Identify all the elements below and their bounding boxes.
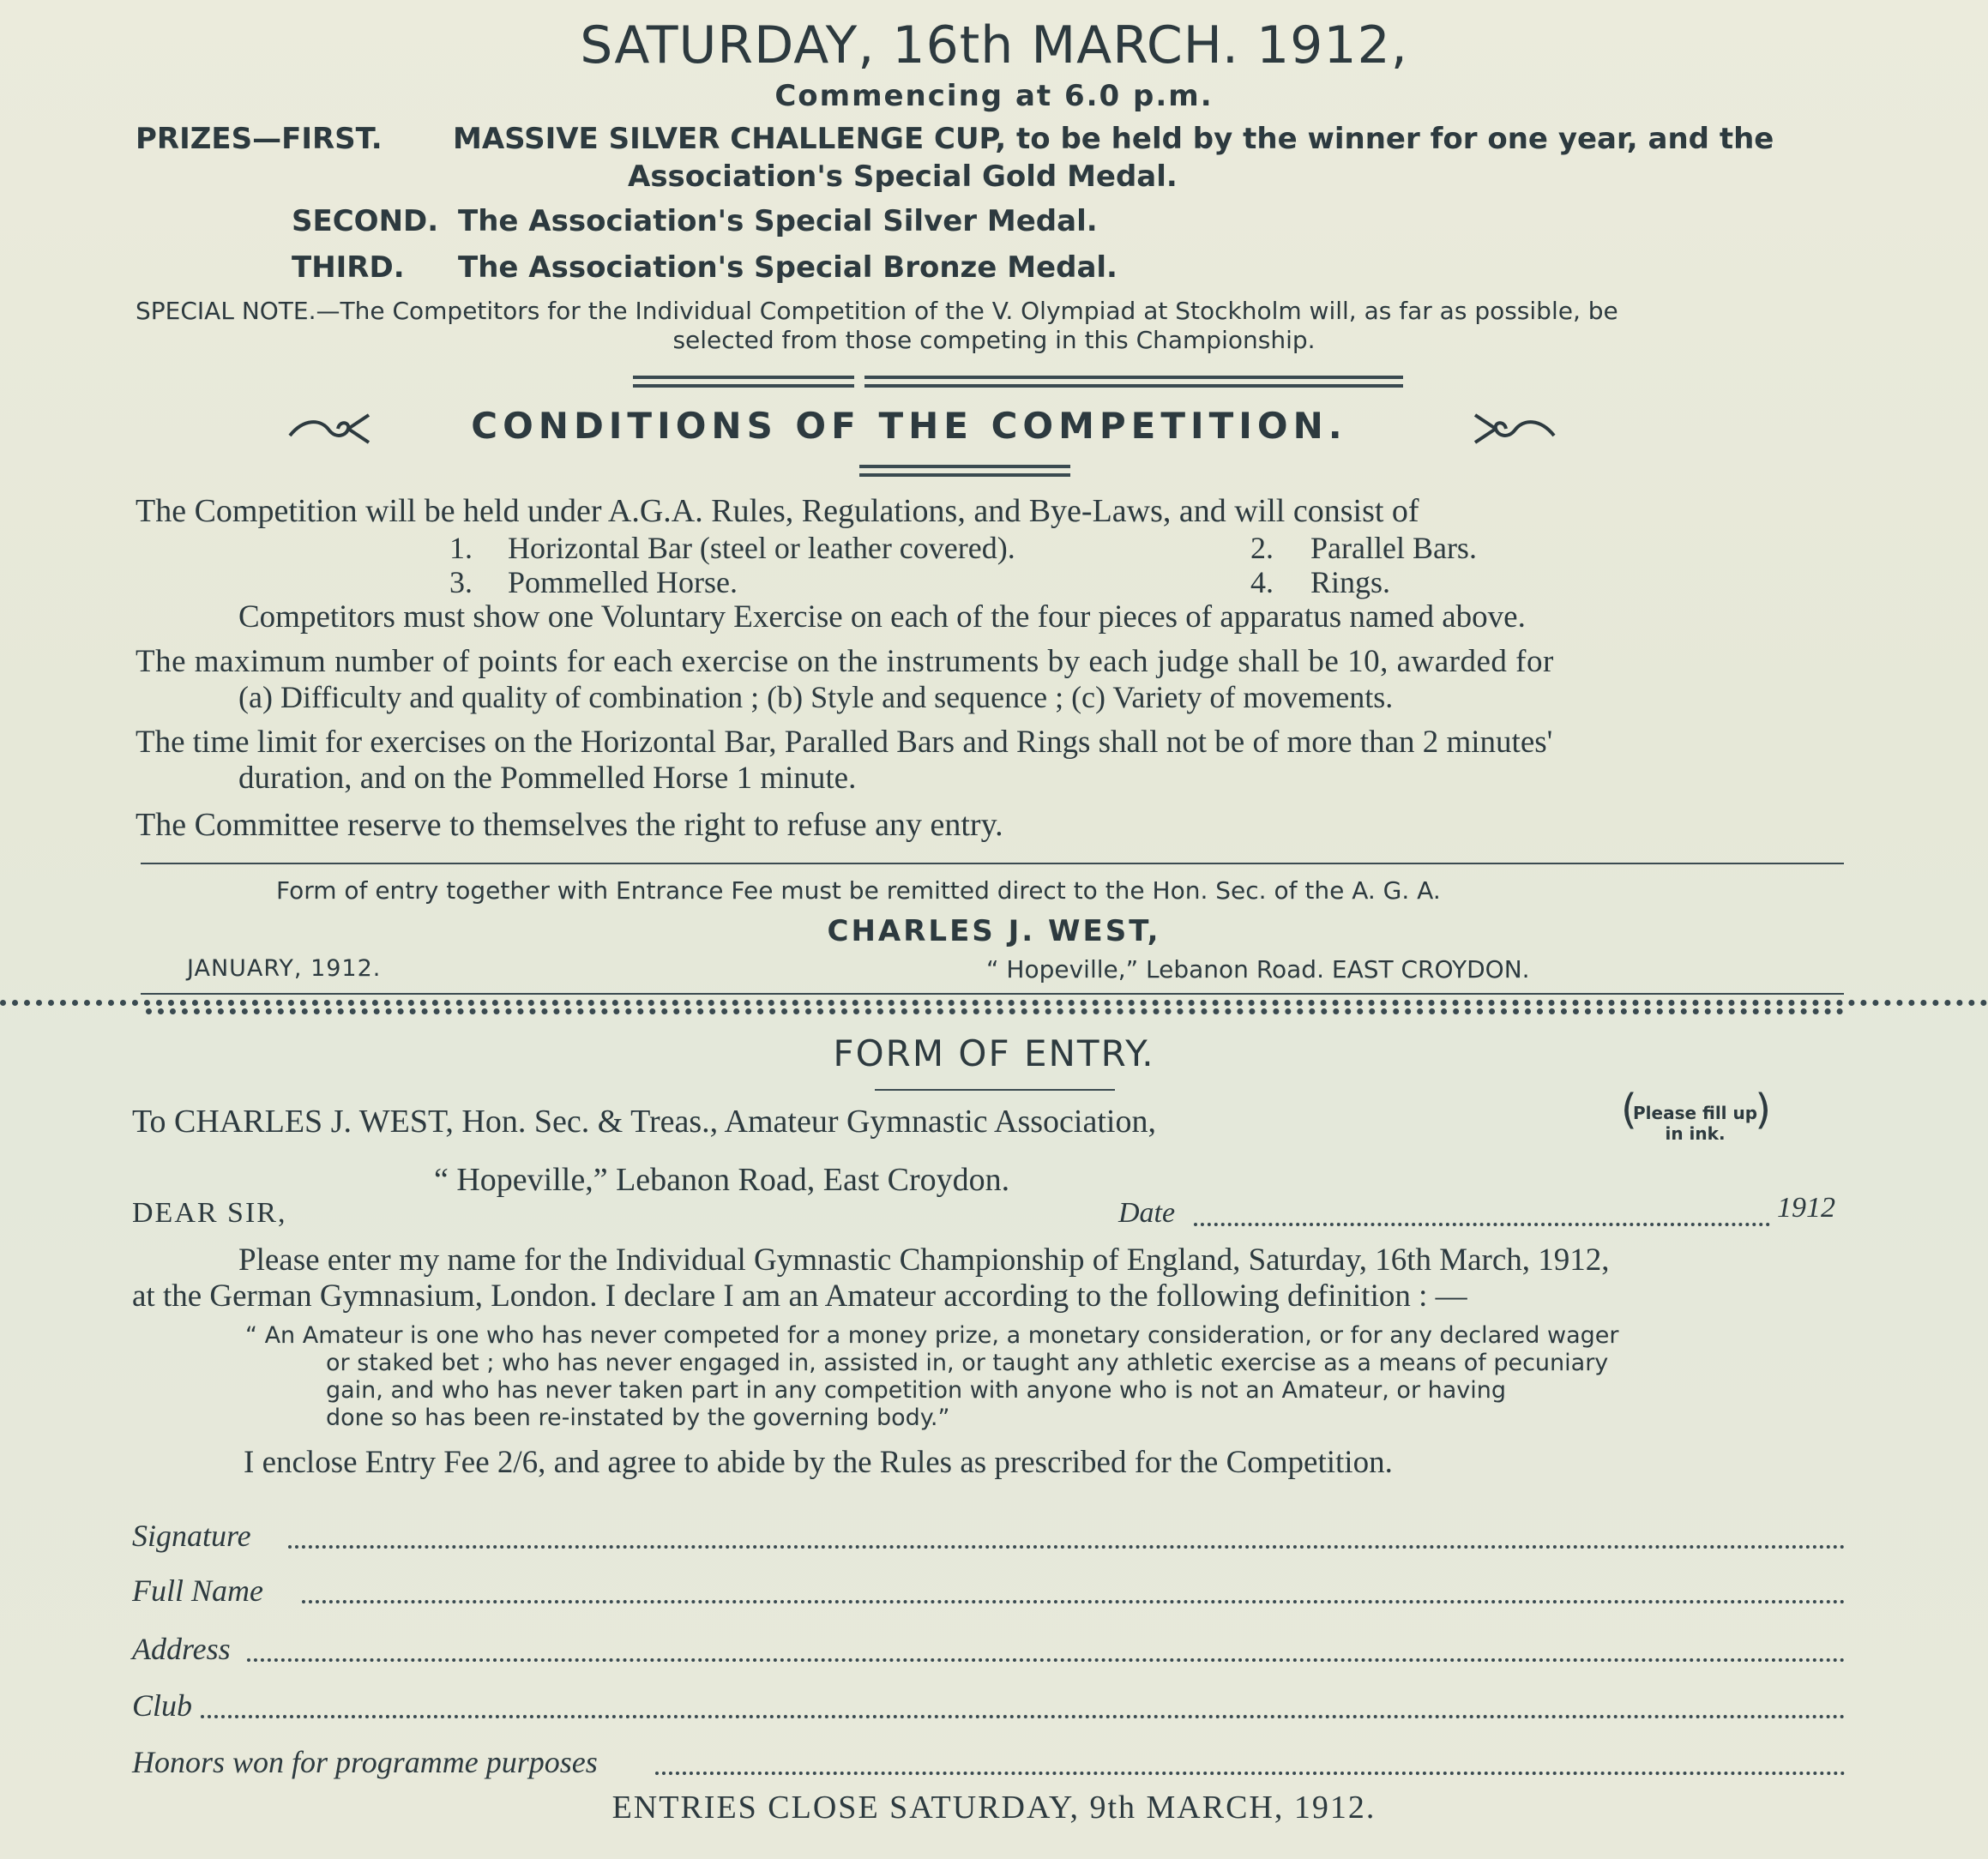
ink-note-line: in ink. (1665, 1123, 1726, 1144)
perforation-line (0, 1000, 1988, 1006)
time-limit-rule-2: duration, and on the Pommelled Horse 1 minute. (238, 761, 857, 796)
amateur-definition-3: gain, and who has never taken part in any competition with anyone who is not an Amateur, or having (326, 1377, 1507, 1404)
special-note: SPECIAL NOTE.—The Competitors for the Individual Competition of the V. Olympiad at Stockholm will, as far as possible, be (136, 297, 1618, 325)
full-name-field[interactable] (132, 1573, 1847, 1624)
form-title: FORM OF ENTRY. (833, 1032, 1155, 1074)
prize-first-text: MASSIVE SILVER CHALLENGE CUP, to be held by the winner for one year, and the (453, 122, 1774, 156)
apparatus-num: 1. (449, 531, 473, 565)
apparatus-name: Horizontal Bar (steel or leather covered). (508, 531, 1015, 565)
points-rule-2: (a) Difficulty and quality of combination ; (b) Style and sequence ; (c) Variety of movements. (238, 680, 1394, 714)
recipient-address: “ Hopeville,” Lebanon Road, East Croydon. (434, 1162, 1010, 1198)
honors-line[interactable] (655, 1772, 1846, 1775)
time-limit-rule: The time limit for exercises on the Horizontal Bar, Paralled Bars and Rings shall not be of more than 2 minutes' (136, 725, 1553, 760)
date-year: 1912 (1777, 1192, 1835, 1224)
signature-label: Signature (132, 1519, 251, 1553)
divider (875, 1089, 1115, 1091)
apparatus-num: 4. (1250, 565, 1274, 599)
remit-instruction: Form of entry together with Entrance Fee must be remitted direct to the Hon. Sec. of the A. G. A. (276, 876, 1441, 905)
divider (633, 384, 854, 388)
divider (859, 465, 1070, 468)
ink-note-line: Please fill up (1633, 1103, 1758, 1123)
refuse-entry-note: The Committee reserve to themselves the right to refuse any entry. (136, 807, 1003, 843)
divider (141, 863, 1844, 864)
full-name-line[interactable] (302, 1600, 1846, 1603)
perforation-line (146, 1008, 1844, 1014)
divider (864, 376, 1403, 379)
points-rule: The maximum number of points for each exercise on the instruments by each judge shall be 10, awarded for (136, 644, 1554, 679)
signature-field[interactable] (132, 1518, 1847, 1569)
prize-third-label: THIRD. (292, 250, 405, 285)
salutation: DEAR SIR, (132, 1197, 287, 1229)
apparatus-name: Rings. (1310, 565, 1391, 599)
amateur-definition: “ An Amateur is one who has never competed for a money prize, a monetary consideration, or for any declared wager (245, 1322, 1619, 1349)
date-field[interactable] (1194, 1223, 1770, 1226)
divider (859, 473, 1070, 477)
conditions-heading: CONDITIONS OF THE COMPETITION. (471, 405, 1347, 447)
prize-first-label: PRIZES—FIRST. (136, 122, 383, 156)
voluntary-exercise-note: Competitors must show one Voluntary Exercise on each of the four pieces of apparatus named above. (238, 599, 1526, 635)
address-line[interactable] (247, 1658, 1846, 1662)
amateur-definition-2: or staked bet ; who has never engaged in, assisted in, or taught any athletic exercise as a means of pecuniary (326, 1350, 1609, 1376)
address-field[interactable] (132, 1631, 1847, 1682)
apparatus-num: 2. (1250, 531, 1274, 565)
amateur-definition-4: done so has been re-instated by the governing body.” (326, 1405, 950, 1431)
entry-request: Please enter my name for the Individual Gymnastic Championship of England, Saturday, 16th March, 1912, (238, 1242, 1610, 1278)
date-heading: SATURDAY, 16th MARCH. 1912, (580, 15, 1408, 75)
divider (141, 993, 1844, 995)
club-line[interactable] (201, 1715, 1846, 1718)
special-note-2: selected from those competing in this Championship. (672, 326, 1316, 354)
apparatus-name: Parallel Bars. (1310, 531, 1477, 565)
commencing-time: Commencing at 6.0 p.m. (774, 79, 1214, 113)
signature-line[interactable] (288, 1545, 1846, 1549)
honors-field[interactable] (132, 1744, 1847, 1796)
honors-label: Honors won for programme purposes (132, 1745, 598, 1779)
address-label: Address (132, 1632, 231, 1666)
apparatus-num: 3. (449, 565, 473, 599)
club-label: Club (132, 1688, 193, 1723)
ornament-left-icon (286, 410, 372, 452)
apparatus-name: Pommelled Horse. (508, 565, 738, 599)
conditions-intro: The Competition will be held under A.G.A. Rules, Regulations, and Bye-Laws, and will consist of (136, 493, 1419, 529)
ink-note: ( Please fill up in ink. ) (1621, 1086, 1772, 1144)
divider (633, 376, 854, 379)
ornament-right-icon (1472, 410, 1557, 452)
recipient-line: To CHARLES J. WEST, Hon. Sec. & Treas., Amateur Gymnastic Association, (132, 1104, 1156, 1140)
entry-fee-declaration: I enclose Entry Fee 2/6, and agree to abide by the Rules as prescribed for the Competition. (244, 1445, 1393, 1480)
secretary-name: CHARLES J. WEST, (827, 914, 1161, 948)
full-name-label: Full Name (132, 1573, 263, 1608)
prize-second-label: SECOND. (292, 204, 439, 238)
secretary-address: “ Hopeville,” Lebanon Road. EAST CROYDON. (986, 955, 1530, 984)
entries-close-notice: ENTRIES CLOSE SATURDAY, 9th MARCH, 1912. (611, 1790, 1377, 1826)
prize-third-text: The Association's Special Bronze Medal. (458, 250, 1117, 285)
entry-request-2: at the German Gymnasium, London. I declare I am an Amateur according to the following definition : — (132, 1278, 1467, 1314)
date-label: Date (1118, 1197, 1176, 1229)
prize-second-text: The Association's Special Silver Medal. (458, 204, 1098, 238)
club-field[interactable] (132, 1688, 1847, 1739)
divider (864, 384, 1403, 388)
remit-date: JANUARY, 1912. (187, 955, 382, 982)
prize-first-text-2: Association's Special Gold Medal. (628, 159, 1178, 194)
